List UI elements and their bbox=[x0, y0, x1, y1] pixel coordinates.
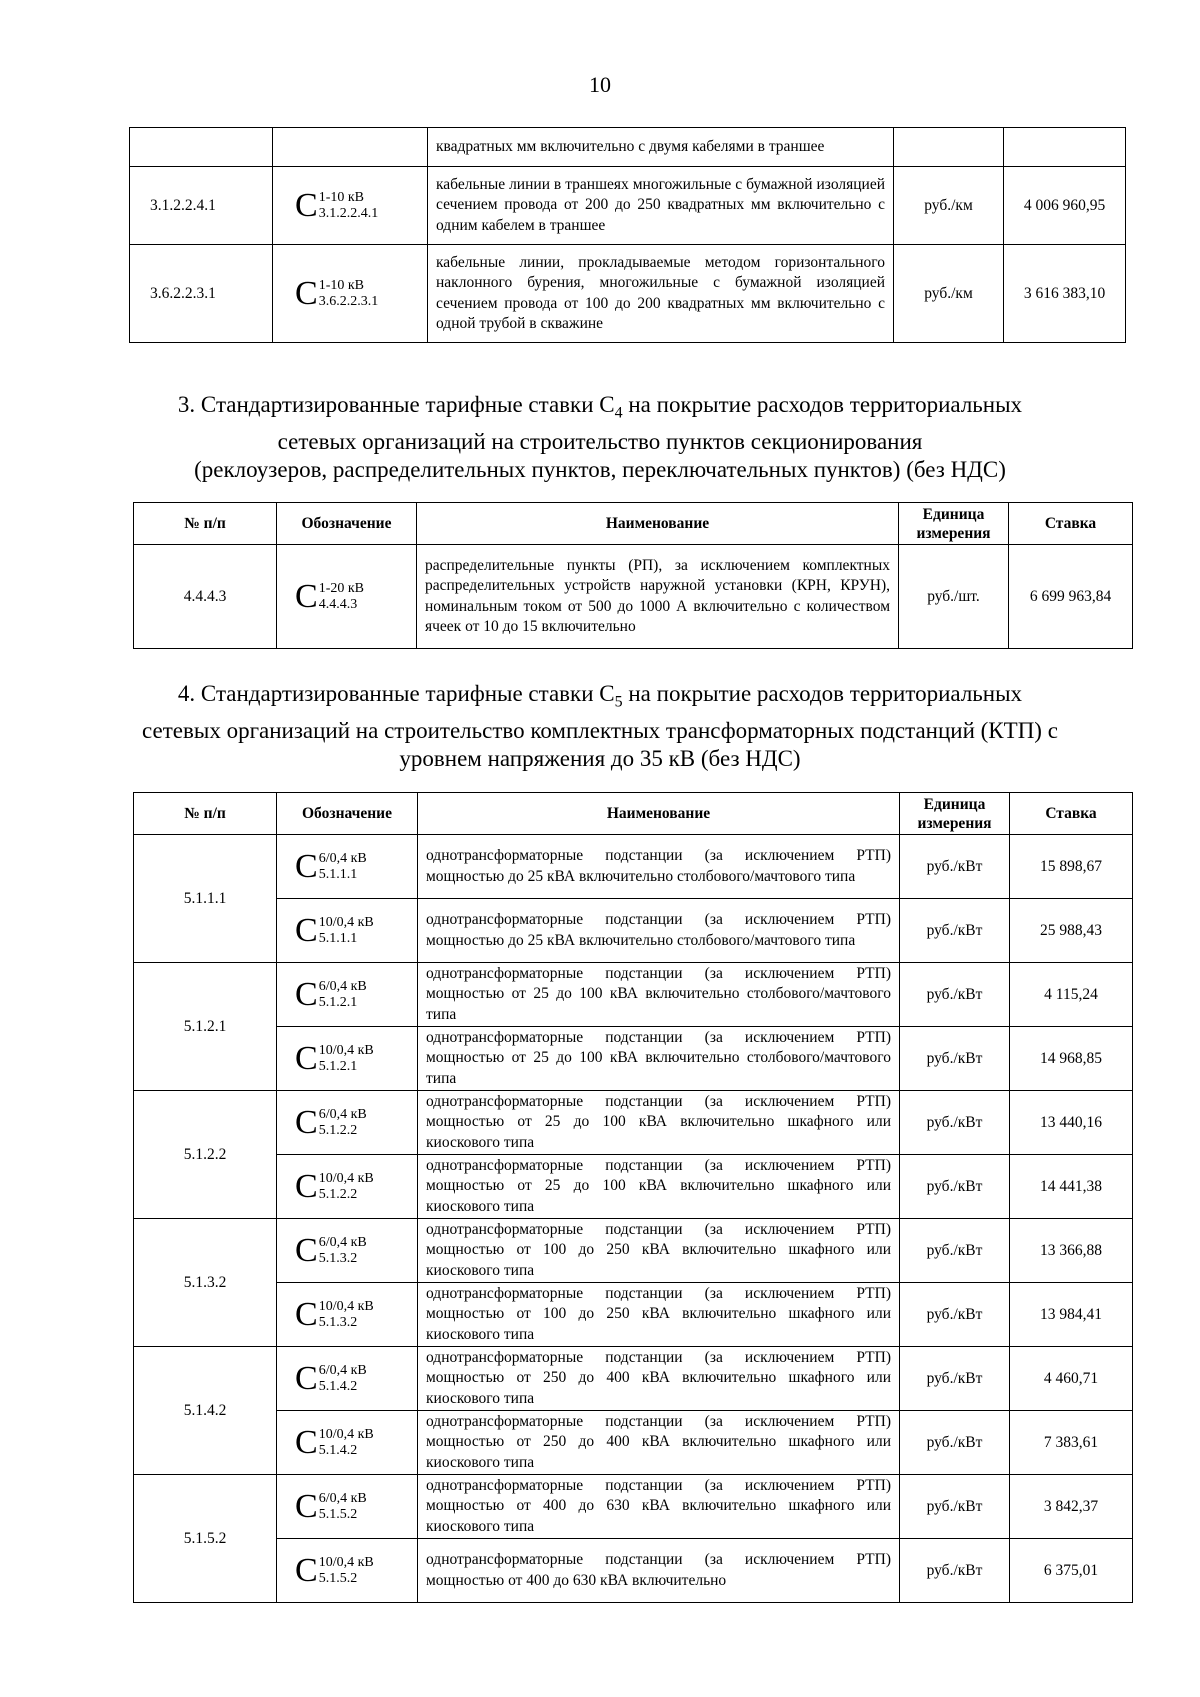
designation-subscript: 5.1.4.2 bbox=[318, 1378, 358, 1394]
designation-letter: C bbox=[295, 1103, 318, 1141]
designation-superscript: 1-10 кВ bbox=[318, 277, 364, 293]
rate-designation bbox=[295, 1487, 367, 1525]
designation-index bbox=[319, 915, 374, 947]
row-unit: руб./кВт bbox=[900, 1539, 1010, 1603]
designation-index bbox=[319, 1043, 374, 1075]
designation-subscript: 3.1.2.2.4.1 bbox=[318, 205, 379, 221]
designation-superscript: 10/0,4 кВ bbox=[318, 1426, 374, 1442]
designation-subscript: 5.1.3.2 bbox=[318, 1250, 358, 1266]
table-row bbox=[134, 1411, 1133, 1475]
rate-designation bbox=[295, 1551, 374, 1589]
rate-designation bbox=[295, 274, 379, 312]
row-unit bbox=[894, 128, 1004, 167]
rate-designation bbox=[295, 186, 379, 224]
designation-letter: C bbox=[295, 975, 318, 1013]
rate-designation bbox=[295, 1295, 374, 1333]
row-description: однотрансформаторные подстанции (за исключением РТП) мощностью от 250 до 400 кВА включительно шкафного или киоскового типа bbox=[418, 1347, 900, 1411]
header-unit-line1: Единица bbox=[923, 795, 986, 813]
section-3-heading-line2: сетевых организаций на строительство пунктов секционирования bbox=[277, 428, 923, 454]
designation-superscript: 10/0,4 кВ bbox=[318, 914, 374, 930]
designation-superscript: 6/0,4 кВ bbox=[318, 1490, 367, 1506]
row-designation bbox=[273, 167, 428, 245]
row-rate: 13 366,88 bbox=[1010, 1219, 1133, 1283]
row-description: однотрансформаторные подстанции (за исключением РТП) мощностью от 250 до 400 кВА включительно шкафного или киоскового типа bbox=[418, 1411, 900, 1475]
section-4-heading-line1-start: 4. Стандартизированные тарифные ставки С bbox=[177, 681, 615, 706]
row-designation bbox=[277, 1155, 418, 1219]
row-unit: руб./кВт bbox=[900, 1027, 1010, 1091]
row-designation bbox=[277, 1347, 418, 1411]
designation-index bbox=[319, 1555, 374, 1587]
row-rate: 6 699 963,84 bbox=[1009, 545, 1133, 649]
row-designation bbox=[273, 245, 428, 343]
row-rate: 6 375,01 bbox=[1010, 1539, 1133, 1603]
designation-index bbox=[319, 1107, 367, 1139]
row-rate: 4 460,71 bbox=[1010, 1347, 1133, 1411]
designation-letter: C bbox=[295, 911, 318, 949]
table-row bbox=[134, 1027, 1133, 1091]
row-unit: руб./кВт bbox=[900, 1475, 1010, 1539]
row-description: квадратных мм включительно с двумя кабелями в траншее bbox=[428, 128, 894, 167]
designation-superscript: 1-10 кВ bbox=[318, 189, 364, 205]
table-row bbox=[134, 1475, 1133, 1539]
designation-index bbox=[319, 1427, 374, 1459]
table-row bbox=[134, 1091, 1133, 1155]
designation-index bbox=[319, 1363, 367, 1395]
designation-superscript: 6/0,4 кВ bbox=[318, 1106, 367, 1122]
row-rate: 4 006 960,95 bbox=[1004, 167, 1126, 245]
row-rate: 13 984,41 bbox=[1010, 1283, 1133, 1347]
designation-index bbox=[319, 1171, 374, 1203]
header-name: Наименование bbox=[418, 793, 900, 835]
row-designation bbox=[273, 128, 428, 167]
header-unit-line1: Единица bbox=[922, 505, 985, 523]
section-3-table bbox=[133, 502, 1133, 649]
row-designation bbox=[277, 1091, 418, 1155]
section-4-heading bbox=[0, 680, 1200, 773]
designation-subscript: 5.1.3.2 bbox=[318, 1314, 358, 1330]
rate-designation bbox=[295, 975, 367, 1013]
row-number: 3.6.2.2.3.1 bbox=[130, 245, 273, 343]
rate-designation bbox=[295, 1039, 374, 1077]
row-number: 5.1.1.1 bbox=[134, 835, 277, 963]
designation-superscript: 6/0,4 кВ bbox=[318, 1362, 367, 1378]
row-designation bbox=[277, 1475, 418, 1539]
designation-subscript: 5.1.2.2 bbox=[318, 1122, 358, 1138]
section-3-heading bbox=[0, 391, 1200, 484]
header-rate: Ставка bbox=[1009, 503, 1133, 545]
section-4-heading-line2: сетевых организаций на строительство комплектных трансформаторных подстанций (КТП) с bbox=[142, 717, 1058, 743]
designation-index bbox=[319, 190, 379, 222]
row-unit: руб./шт. bbox=[899, 545, 1009, 649]
row-unit: руб./кВт bbox=[900, 963, 1010, 1027]
designation-superscript: 1-20 кВ bbox=[318, 580, 364, 596]
row-rate: 7 383,61 bbox=[1010, 1411, 1133, 1475]
designation-superscript: 6/0,4 кВ bbox=[318, 1234, 367, 1250]
designation-subscript: 3.6.2.2.3.1 bbox=[318, 293, 379, 309]
designation-letter: C bbox=[295, 577, 318, 615]
row-description: распределительные пункты (РП), за исключением комплектных распределительных устройств наружной установки (КРН, КРУН), номинальным током от 500 до 1000 А включительно с количеством ячеек от 10 до 15 включительно bbox=[417, 545, 899, 649]
section-4-table bbox=[133, 792, 1133, 1603]
designation-letter: C bbox=[295, 1295, 318, 1333]
section-3-heading-line1-end: на покрытие расходов территориальных bbox=[622, 392, 1023, 417]
table-row bbox=[134, 1155, 1133, 1219]
designation-index bbox=[319, 851, 367, 883]
designation-letter: C bbox=[295, 274, 318, 312]
designation-subscript: 5.1.2.2 bbox=[318, 1186, 358, 1202]
table-row bbox=[130, 128, 1126, 167]
row-rate bbox=[1004, 128, 1126, 167]
table-row bbox=[134, 545, 1133, 649]
header-unit-line2: измерения bbox=[917, 814, 992, 832]
designation-letter: C bbox=[295, 186, 318, 224]
rate-designation bbox=[295, 847, 367, 885]
row-rate: 25 988,43 bbox=[1010, 899, 1133, 963]
row-number: 5.1.2.1 bbox=[134, 963, 277, 1091]
designation-subscript: 5.1.5.2 bbox=[318, 1506, 358, 1522]
table-row bbox=[134, 1219, 1133, 1283]
header-unit bbox=[899, 503, 1009, 545]
rate-designation bbox=[295, 1167, 374, 1205]
row-rate: 13 440,16 bbox=[1010, 1091, 1133, 1155]
row-number bbox=[130, 128, 273, 167]
row-description: однотрансформаторные подстанции (за исключением РТП) мощностью от 25 до 100 кВА включительно столбового/мачтового типа bbox=[418, 1027, 900, 1091]
row-rate: 14 441,38 bbox=[1010, 1155, 1133, 1219]
row-unit: руб./кВт bbox=[900, 1411, 1010, 1475]
continuation-table bbox=[129, 127, 1126, 343]
rate-designation bbox=[295, 1423, 374, 1461]
designation-index bbox=[319, 1299, 374, 1331]
designation-letter: C bbox=[295, 1423, 318, 1461]
section-3-heading-line3: (реклоузеров, распределительных пунктов, переключательных пунктов) (без НДС) bbox=[194, 456, 1006, 482]
row-unit: руб./км bbox=[894, 167, 1004, 245]
row-number: 5.1.4.2 bbox=[134, 1347, 277, 1475]
row-number: 5.1.3.2 bbox=[134, 1219, 277, 1347]
header-designation: Обозначение bbox=[277, 503, 417, 545]
designation-index bbox=[319, 278, 379, 310]
designation-letter: C bbox=[295, 1039, 318, 1077]
designation-letter: C bbox=[295, 1487, 318, 1525]
rate-designation bbox=[295, 577, 364, 615]
row-rate: 14 968,85 bbox=[1010, 1027, 1133, 1091]
designation-subscript: 5.1.1.1 bbox=[318, 930, 358, 946]
section-4-heading-subscript: 5 bbox=[614, 693, 623, 711]
header-number: № п/п bbox=[134, 793, 277, 835]
row-description: однотрансформаторные подстанции (за исключением РТП) мощностью от 25 до 100 кВА включительно шкафного или киоскового типа bbox=[418, 1091, 900, 1155]
row-designation bbox=[277, 1027, 418, 1091]
row-rate: 3 616 383,10 bbox=[1004, 245, 1126, 343]
designation-index bbox=[319, 581, 364, 613]
row-number: 5.1.2.2 bbox=[134, 1091, 277, 1219]
row-designation bbox=[277, 899, 418, 963]
row-designation bbox=[277, 545, 417, 649]
row-description: однотрансформаторные подстанции (за исключением РТП) мощностью от 25 до 100 кВА включительно столбового/мачтового типа bbox=[418, 963, 900, 1027]
designation-subscript: 5.1.2.1 bbox=[318, 994, 358, 1010]
designation-letter: C bbox=[295, 847, 318, 885]
row-description: однотрансформаторные подстанции (за исключением РТП) мощностью от 400 до 630 кВА включительно bbox=[418, 1539, 900, 1603]
table-row bbox=[134, 835, 1133, 899]
row-description: однотрансформаторные подстанции (за исключением РТП) мощностью до 25 кВА включительно столбового/мачтового типа bbox=[418, 899, 900, 963]
row-rate: 3 842,37 bbox=[1010, 1475, 1133, 1539]
section-4-heading-line3: уровнем напряжения до 35 кВ (без НДС) bbox=[399, 745, 801, 771]
header-designation: Обозначение bbox=[277, 793, 418, 835]
designation-subscript: 5.1.4.2 bbox=[318, 1442, 358, 1458]
row-rate: 15 898,67 bbox=[1010, 835, 1133, 899]
designation-index bbox=[319, 1491, 367, 1523]
designation-superscript: 6/0,4 кВ bbox=[318, 978, 367, 994]
row-unit: руб./кВт bbox=[900, 835, 1010, 899]
table-row bbox=[130, 167, 1126, 245]
designation-letter: C bbox=[295, 1551, 318, 1589]
row-designation bbox=[277, 835, 418, 899]
row-designation bbox=[277, 1411, 418, 1475]
designation-index bbox=[319, 979, 367, 1011]
row-unit: руб./кВт bbox=[900, 1347, 1010, 1411]
designation-superscript: 10/0,4 кВ bbox=[318, 1554, 374, 1570]
designation-letter: C bbox=[295, 1167, 318, 1205]
row-number: 5.1.5.2 bbox=[134, 1475, 277, 1603]
header-number: № п/п bbox=[134, 503, 277, 545]
designation-subscript: 5.1.1.1 bbox=[318, 866, 358, 882]
row-number: 4.4.4.3 bbox=[134, 545, 277, 649]
row-description: однотрансформаторные подстанции (за исключением РТП) мощностью от 100 до 250 кВА включительно шкафного или киоскового типа bbox=[418, 1283, 900, 1347]
table-row bbox=[134, 1539, 1133, 1603]
table-row bbox=[134, 1283, 1133, 1347]
row-designation bbox=[277, 1283, 418, 1347]
page-number: 10 bbox=[589, 72, 611, 97]
rate-designation bbox=[295, 1103, 367, 1141]
designation-subscript: 4.4.4.3 bbox=[318, 596, 358, 612]
rate-designation bbox=[295, 1359, 367, 1397]
designation-index bbox=[319, 1235, 367, 1267]
rate-designation bbox=[295, 911, 374, 949]
table-row bbox=[134, 963, 1133, 1027]
row-unit: руб./кВт bbox=[900, 1091, 1010, 1155]
table-row bbox=[130, 245, 1126, 343]
row-designation bbox=[277, 1219, 418, 1283]
row-description: кабельные линии, прокладываемые методом горизонтального наклонного бурения, многожильные с бумажной изоляцией сечением провода от 100 до 200 квадратных мм включительно с одной трубой в скважине bbox=[428, 245, 894, 343]
row-number: 3.1.2.2.4.1 bbox=[130, 167, 273, 245]
designation-letter: C bbox=[295, 1231, 318, 1269]
designation-subscript: 5.1.5.2 bbox=[318, 1570, 358, 1586]
header-name: Наименование bbox=[417, 503, 899, 545]
row-description: однотрансформаторные подстанции (за исключением РТП) мощностью до 25 кВА включительно столбового/мачтового типа bbox=[418, 835, 900, 899]
header-unit bbox=[900, 793, 1010, 835]
header-unit-line2: измерения bbox=[916, 524, 991, 542]
row-rate: 4 115,24 bbox=[1010, 963, 1133, 1027]
header-rate: Ставка bbox=[1010, 793, 1133, 835]
row-unit: руб./кВт bbox=[900, 1219, 1010, 1283]
designation-superscript: 10/0,4 кВ bbox=[318, 1170, 374, 1186]
designation-superscript: 10/0,4 кВ bbox=[318, 1298, 374, 1314]
row-description: однотрансформаторные подстанции (за исключением РТП) мощностью от 400 до 630 кВА включительно шкафного или киоскового типа bbox=[418, 1475, 900, 1539]
row-designation bbox=[277, 1539, 418, 1603]
designation-letter: C bbox=[295, 1359, 318, 1397]
row-unit: руб./кВт bbox=[900, 899, 1010, 963]
table-row bbox=[134, 899, 1133, 963]
table-row bbox=[134, 1347, 1133, 1411]
row-description: однотрансформаторные подстанции (за исключением РТП) мощностью от 100 до 250 кВА включительно шкафного или киоскового типа bbox=[418, 1219, 900, 1283]
row-description: однотрансформаторные подстанции (за исключением РТП) мощностью от 25 до 100 кВА включительно шкафного или киоскового типа bbox=[418, 1155, 900, 1219]
row-description: кабельные линии в траншеях многожильные с бумажной изоляцией сечением провода от 200 до 250 квадратных мм включительно с одним кабелем в траншее bbox=[428, 167, 894, 245]
designation-subscript: 5.1.2.1 bbox=[318, 1058, 358, 1074]
rate-designation bbox=[295, 1231, 367, 1269]
designation-superscript: 6/0,4 кВ bbox=[318, 850, 367, 866]
row-designation bbox=[277, 963, 418, 1027]
row-unit: руб./кВт bbox=[900, 1155, 1010, 1219]
section-3-heading-line1-start: 3. Стандартизированные тарифные ставки С bbox=[177, 392, 615, 417]
section-4-heading-line1-end: на покрытие расходов территориальных bbox=[622, 681, 1023, 706]
row-unit: руб./км bbox=[894, 245, 1004, 343]
section-3-heading-subscript: 4 bbox=[614, 404, 623, 422]
designation-superscript: 10/0,4 кВ bbox=[318, 1042, 374, 1058]
row-unit: руб./кВт bbox=[900, 1283, 1010, 1347]
